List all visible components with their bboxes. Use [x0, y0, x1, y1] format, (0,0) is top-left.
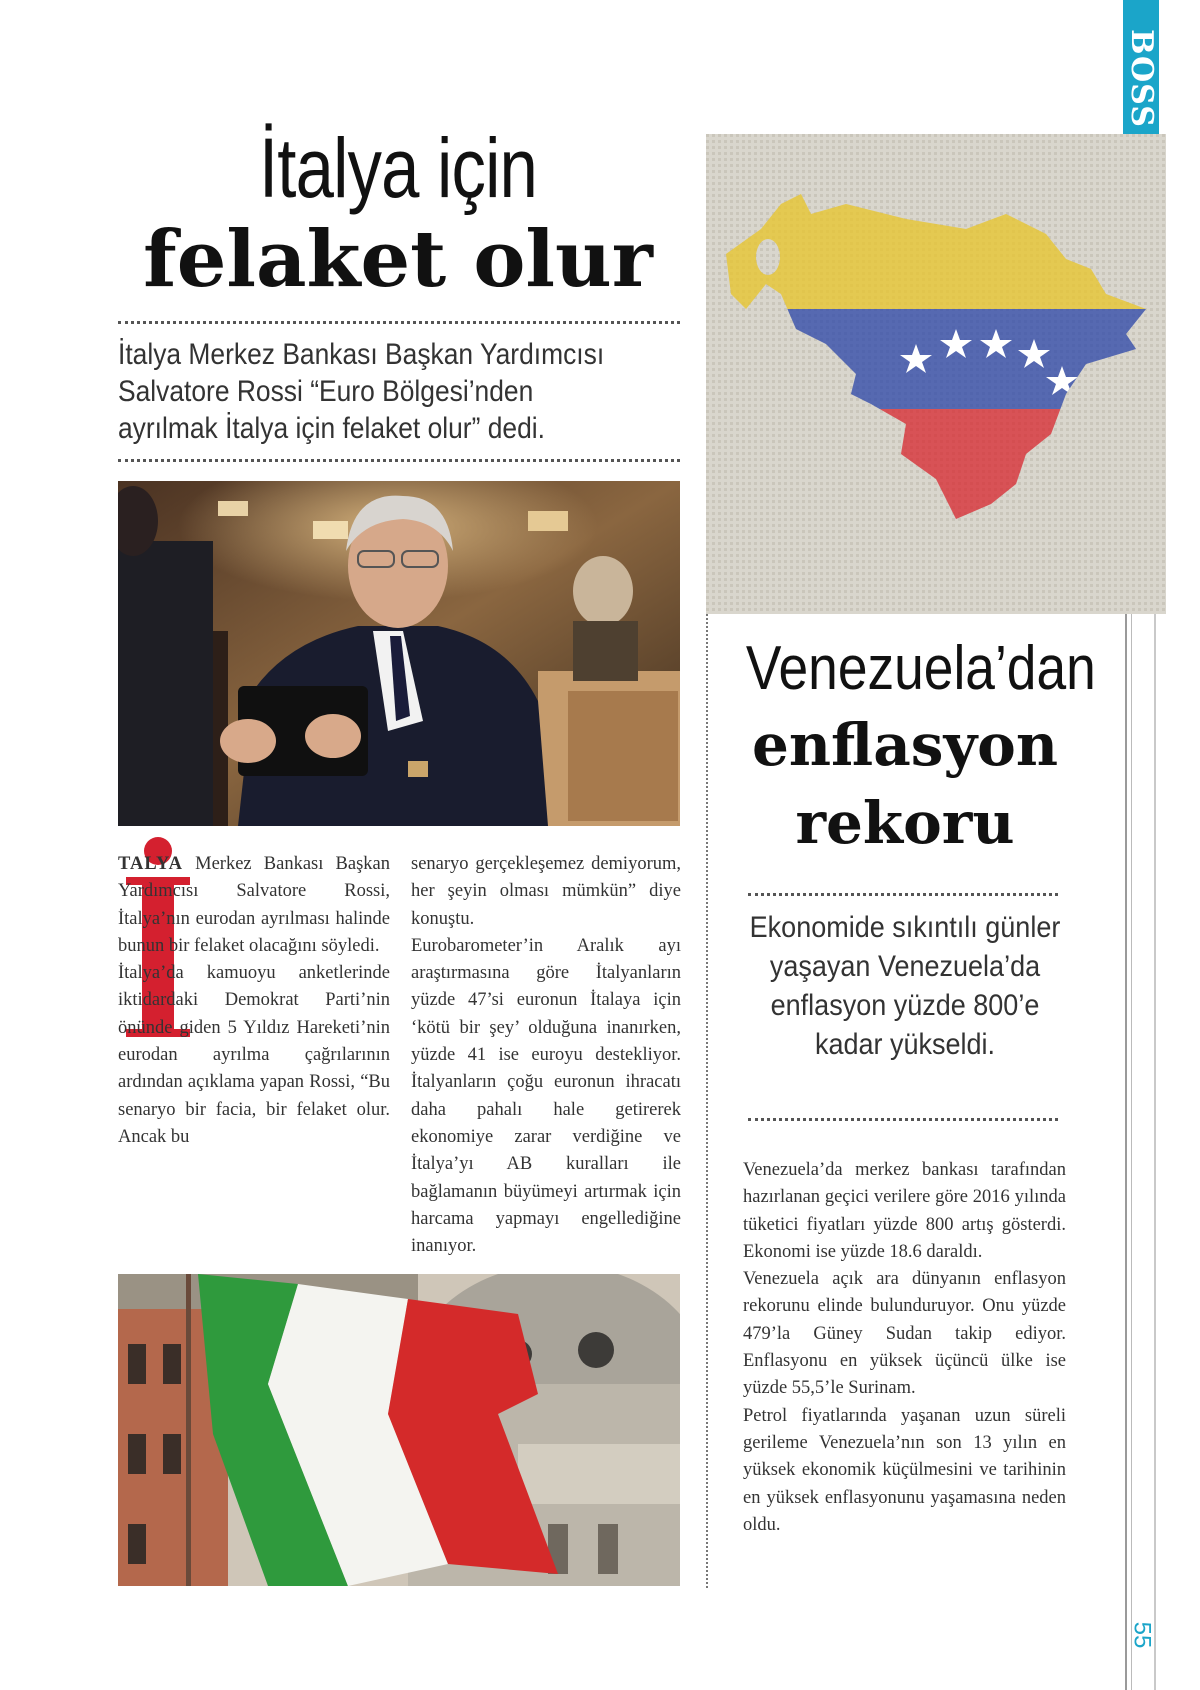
venezuela-body [743, 1157, 1066, 1539]
venezuela-paragraph-2: Venezuela açık ara dünyanın enflasyon rekorunu elinde bulunduruyor. Onu yüzde 479’la Güney Sudan takip ediyor. Enflasyonu en yüksek üçüncü ülke ise yüzde 55,5’le Surinam. [743, 1269, 1066, 1399]
italy-paragraph-2: İtalya’da kamuoyu anketlerinde iktidardaki Demokrat Parti’nin önünde giden 5 Yıldız Hareketi’nin eurodan ayrılma çağrılarının ardından açıklama yapan Rossi, “Bu senaryo bir facia, bir felaket olur. Ancak bu [118, 963, 390, 1147]
rossi-photo [118, 481, 680, 826]
dotted-rule [748, 1118, 1058, 1121]
venezuela-headline-line1: Venezuela’dan [745, 634, 1096, 703]
venezuela-headline-line3: rekoru [795, 789, 1015, 857]
venezuela-headline-line2: enflasyon [751, 711, 1059, 779]
italy-paragraph-3: senaryo gerçekleşemez demiyorum, her şeyin olması mümkün” diye konuştu. [411, 854, 681, 929]
italy-body-column-1 [118, 851, 390, 1151]
italy-paragraph-1 [118, 851, 390, 960]
italy-headline-line1: İtalya için [258, 121, 538, 215]
dotted-rule [118, 459, 680, 462]
dotted-rule [748, 893, 1058, 896]
italy-paragraph-4: Eurobarometer’in Aralık ayı araştırmasına göre İtalyanların yüzde 47’si euronun İtalaya için ‘kötü bir şey’ olduğuna inanırken, yüzde 41 ise euroyu destekliyor. İtalyanların çoğu euronun ihracatı daha pahalı hale getirerek ekonomiye zarar verdiğine ve İtalya’yı AB kuralları ile bağlamanın büyümeyi artırmak için harcama yapmayı engellediğine inanıyor. [411, 935, 681, 1257]
lead-word: TALYA [118, 854, 183, 874]
venezuela-flag-map [706, 134, 1166, 614]
page-number [1123, 1610, 1159, 1660]
italy-headline-line2: felaket olur [143, 214, 653, 305]
dotted-rule [118, 321, 680, 324]
italy-body-column-2 [411, 851, 681, 1260]
section-tab [1123, 0, 1159, 156]
venezuela-paragraph-3: Petrol fiyatlarında yaşanan uzun süreli gerileme Venezuela’nın son 13 yılın en yüksek ekonomik küçülmesini ve tarihinin en yüksek enflasyonunu yaşamasına neden oldu. [743, 1405, 1066, 1535]
section-tab-label: BOSS [1123, 28, 1159, 128]
italy-lede: İtalya Merkez Bankası Başkan Yardımcısı Salvatore Rossi “Euro Bölgesi’nden ayrılmak İtalya için felaket olur” dedi. [118, 338, 605, 445]
page-number-text: 55 [1127, 1621, 1155, 1649]
venezuela-paragraph-1: Venezuela’da merkez bankası tarafından hazırlanan geçici verilere göre 2016 yılında tüketici fiyatları yüzde 800 artış gösterdi. Ekonomi ise yüzde 18.6 daraldı. [743, 1160, 1066, 1262]
italian-flag-photo [118, 1274, 680, 1586]
drop-cap-letter: İ [120, 835, 121, 836]
italy-paragraph-1-text: Merkez Bankası Başkan Yardımcısı Salvatore Rossi, İtalya’nın eurodan ayrılması halinde bunun bir felaket olacağını söyledi. [118, 854, 390, 956]
venezuela-lede: Ekonomide sıkıntılı günler yaşayan Venezuela’da enflasyon yüzde 800’e kadar yükseldi. [749, 911, 1061, 1061]
